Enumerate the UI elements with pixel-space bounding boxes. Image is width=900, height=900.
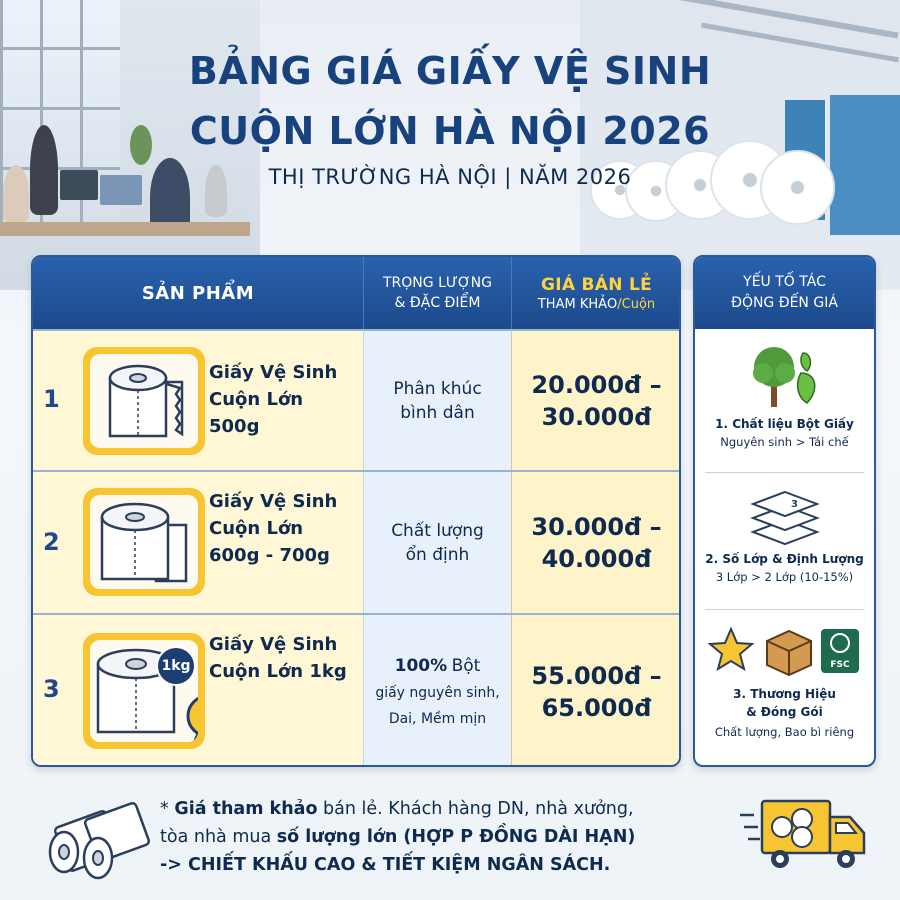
feature-line: Bột	[451, 655, 481, 676]
factor-title: 3. Thương Hiệu	[733, 687, 836, 701]
product-name-line: Giấy Vệ Sinh	[209, 634, 338, 655]
paper-roll	[760, 150, 835, 225]
factor-divider	[705, 472, 864, 473]
factors-header-line2: ĐỘNG ĐẾN GIÁ	[731, 295, 838, 311]
product-name-line: Cuộn Lớn 1kg	[209, 661, 347, 682]
title-line-1: BẢNG GIÁ GIẤY VỆ SINH	[188, 49, 712, 93]
price-line: 20.000đ –	[531, 370, 662, 399]
toilet-roll-500g-icon	[90, 354, 198, 448]
factor-desc: Chất lượng, Bao bì riêng	[714, 725, 855, 739]
paper-rolls-icon	[42, 790, 152, 880]
toilet-roll-700g-icon	[90, 495, 198, 589]
product-name-line: Cuộn Lớn	[209, 389, 304, 410]
machine	[830, 95, 900, 235]
feature-cell	[363, 472, 511, 613]
header-product	[33, 257, 363, 329]
product-name	[209, 359, 359, 440]
layers-icon	[745, 482, 825, 546]
header-weight	[363, 257, 511, 329]
feature-line: ổn định	[405, 544, 470, 565]
product-name-line: 500g	[209, 416, 260, 437]
row-number: 1	[43, 385, 60, 413]
price-cell	[511, 331, 681, 470]
layers-label: 3	[790, 499, 798, 510]
fsc-label: FSC	[830, 660, 850, 670]
feature-line: giấy nguyên sinh,	[375, 684, 500, 701]
feature-cell	[363, 331, 511, 470]
header-price-line2	[538, 297, 655, 312]
header-product-label: SẢN PHẨM	[141, 282, 255, 304]
price-factors-panel	[693, 255, 876, 767]
header-price-ref: THAM KHẢO	[537, 296, 618, 312]
price-line: 30.000đ –	[531, 512, 662, 541]
product-cell	[33, 331, 363, 470]
factor-item	[705, 343, 864, 451]
page-subtitle: THỊ TRƯỜNG HÀ NỘI | NĂM 2026	[268, 165, 632, 189]
factor-desc: Nguyên sinh > Tái chế	[720, 435, 849, 449]
brand-package-icon	[705, 621, 864, 677]
footer-text: tòa nhà mua	[160, 827, 277, 847]
row-number: 3	[43, 675, 60, 703]
toilet-roll-icon-inner	[90, 495, 198, 589]
delivery-truck-icon	[740, 795, 870, 875]
table-row	[33, 613, 679, 767]
footer-bold: (HỢP P ĐỒNG DÀI HẠN)	[397, 827, 636, 847]
product-name-line: 600g - 700g	[209, 545, 330, 566]
monitor-icon	[100, 175, 142, 205]
product-name	[209, 488, 359, 569]
table-row	[33, 470, 679, 613]
weight-badge: 1kg	[156, 646, 196, 686]
factors-header-line1: YẾU TỐ TÁC	[743, 274, 826, 290]
page-title	[150, 46, 750, 156]
toilet-roll-icon	[83, 633, 219, 749]
footer-note	[160, 795, 720, 879]
factor-item	[705, 482, 864, 586]
plant-icon	[130, 125, 152, 165]
toilet-roll-icon	[83, 488, 205, 596]
feature-cell	[363, 615, 511, 767]
header-price-unit: /Cuộn	[617, 296, 656, 312]
header-weight-line1: TRỌNG LƯỢNG	[383, 275, 492, 291]
premium-badge-icon	[182, 694, 219, 742]
price-table	[31, 255, 681, 767]
person-figure	[3, 165, 29, 223]
footer-bold: -> CHIẾT KHẤU CAO & TIẾT KIỆM NGÂN SÁCH.	[160, 855, 611, 875]
header-price-line1: GIÁ BÁN LẺ	[540, 274, 653, 295]
factor-title: 1. Chất liệu Bột Giấy	[715, 417, 854, 431]
feature-percent: 100%	[394, 655, 448, 676]
factor-desc: 3 Lớp > 2 Lớp (10-15%)	[715, 570, 854, 584]
footer-text: bán lẻ. Khách hàng DN, nhà xưởng,	[317, 799, 634, 819]
product-name-line: Giấy Vệ Sinh	[209, 491, 338, 512]
feature-line: Dai, Mềm mịn	[388, 710, 487, 727]
price-line: 30.000đ	[541, 402, 652, 431]
table-header	[33, 257, 679, 329]
row-number: 2	[43, 528, 60, 556]
toilet-roll-icon-inner	[90, 354, 198, 448]
table-row	[33, 329, 679, 470]
footer-bold: số lượng lớn	[276, 827, 398, 847]
toilet-roll-icon	[83, 347, 205, 455]
feature-line: Phân khúc	[393, 378, 482, 399]
factors-header	[695, 257, 874, 329]
footer-star: *	[160, 799, 175, 819]
price-line: 65.000đ	[541, 694, 652, 722]
factor-title: & Đóng Gói	[746, 705, 823, 719]
toilet-roll-icon-inner	[90, 640, 219, 742]
feature-line: Chất lượng	[391, 520, 484, 541]
price-line: 55.000đ –	[531, 662, 662, 690]
feature-line: bình dân	[400, 402, 475, 423]
premium-badge-line1: CAO	[197, 707, 219, 717]
product-name-line: Giấy Vệ Sinh	[209, 362, 338, 383]
ceiling-beam	[641, 0, 898, 39]
monitor-icon	[60, 170, 98, 200]
factor-title: 2. Số Lớp & Định Lượng	[705, 552, 864, 566]
price-cell	[511, 615, 681, 767]
factor-item	[705, 621, 864, 741]
header-weight-line2: & ĐẶC ĐIỂM	[394, 295, 481, 311]
header-price	[511, 257, 681, 329]
product-cell	[33, 472, 363, 613]
footer-bold: Giá tham khảo	[174, 799, 318, 819]
price-line: 40.000đ	[541, 544, 652, 573]
product-name	[209, 631, 359, 685]
price-cell	[511, 472, 681, 613]
desk	[0, 222, 250, 236]
product-name-line: Cuộn Lớn	[209, 518, 304, 539]
person-figure	[30, 125, 58, 215]
product-cell	[33, 615, 363, 767]
factor-divider	[705, 609, 864, 610]
tree-leaf-icon	[745, 343, 825, 411]
title-line-2: CUỘN LỚN HÀ NỘI 2026	[189, 109, 711, 153]
